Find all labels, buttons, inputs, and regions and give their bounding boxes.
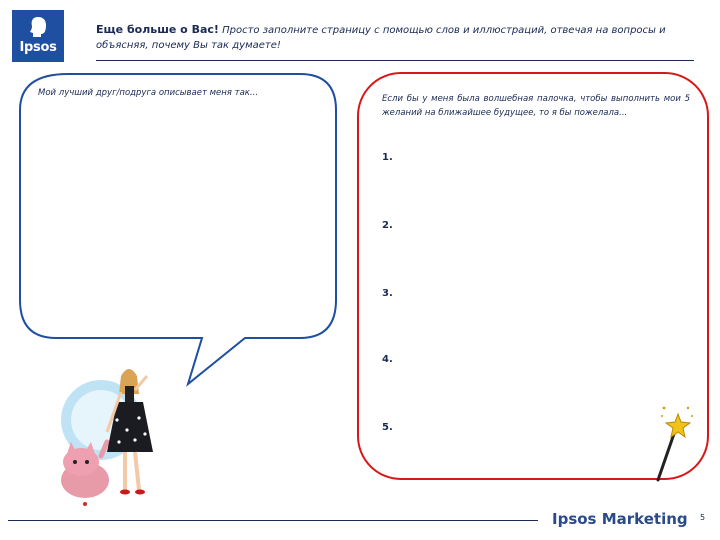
girl-and-cat-illustration [55, 360, 185, 510]
wish-item-2: 2. [382, 220, 393, 231]
wish-item-1: 1. [382, 152, 393, 163]
left-prompt: Мой лучший друг/подруга описывает меня так... [38, 88, 259, 98]
wish-item-5: 5. [382, 422, 393, 433]
wish-item-3: 3. [382, 288, 393, 299]
title-bold: Еще больше о Вас! [96, 23, 219, 36]
right-prompt: Если бы у меня была волшебная палочка, чтобы выполнить мои 5 желаний на ближайшее будущее, то я бы пожелала... [382, 94, 690, 118]
footer-brand: Ipsos Marketing [552, 510, 688, 528]
wish-item-4: 4. [382, 354, 393, 365]
footer-divider [8, 520, 538, 521]
page-number: 5 [700, 513, 706, 522]
logo-text: Ipsos [19, 40, 57, 55]
magic-wand-icon [648, 402, 694, 484]
title-instructions: Просто заполните страницу с помощью слов и иллюстраций, отвечая на вопросы и объясняя, почему Вы так думаете! [96, 25, 666, 51]
